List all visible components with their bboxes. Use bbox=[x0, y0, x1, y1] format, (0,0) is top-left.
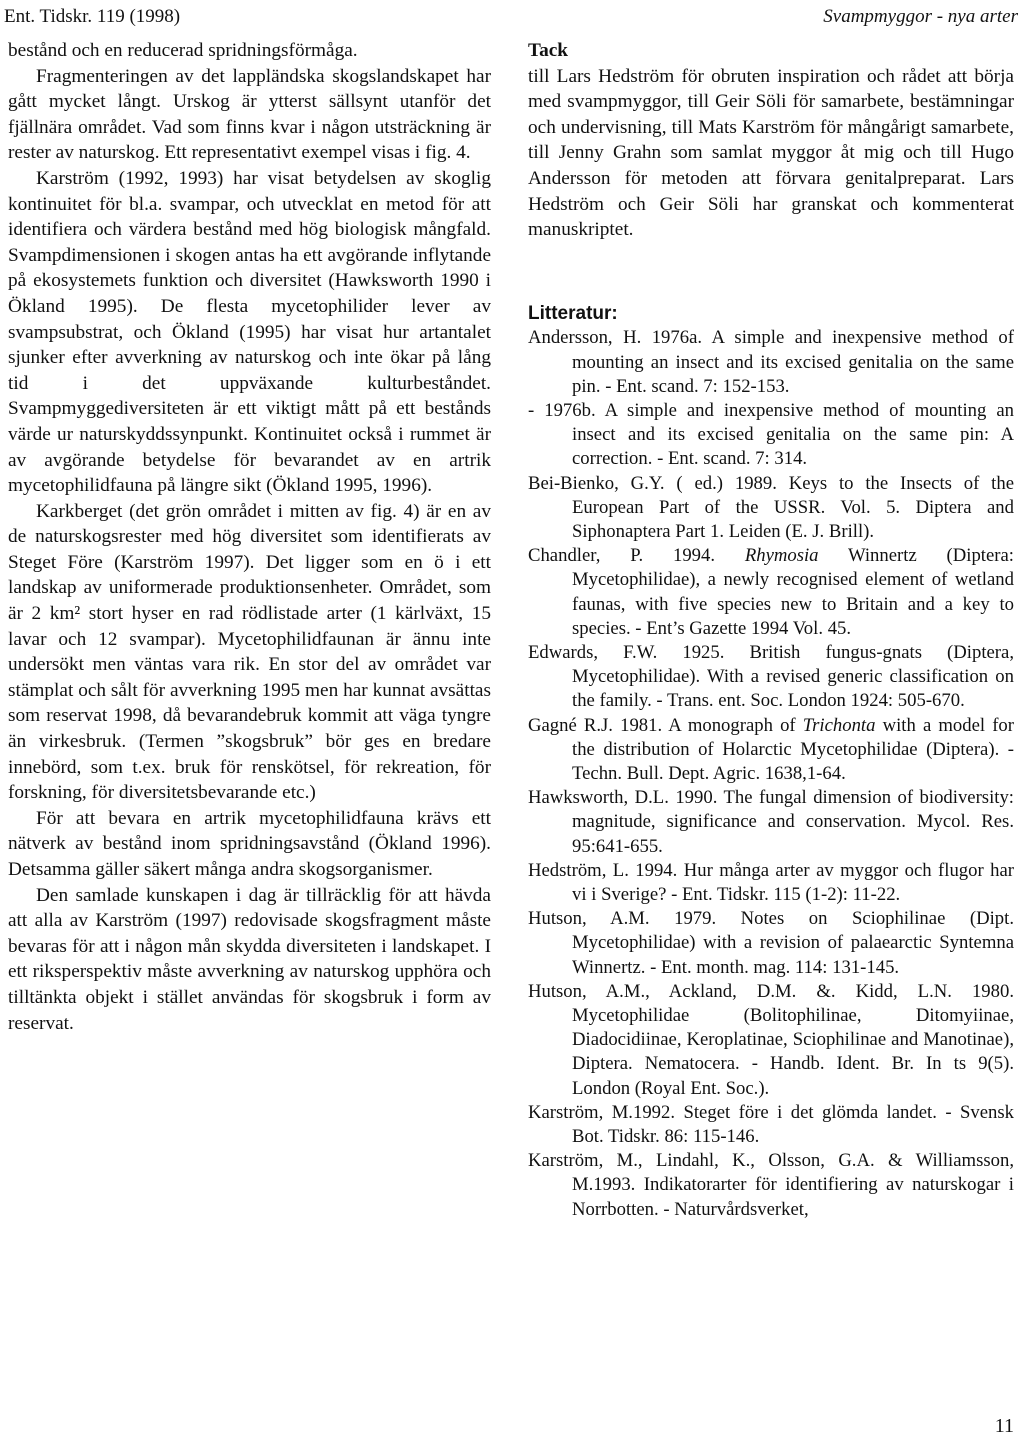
references-heading: Litteratur: bbox=[528, 302, 618, 324]
reference-entry bbox=[528, 326, 1014, 399]
paragraph: För att bevara en artrik mycetophilidfauna krävs ett nätverk av bestånd inom spridningsavstånd (Ökland 1996). Detsamma gäller säkert många andra skogsorganismer. bbox=[8, 807, 491, 880]
right-column bbox=[528, 38, 1014, 1222]
reference-entry bbox=[528, 1149, 1014, 1222]
reference-entry bbox=[528, 907, 1014, 980]
reference-text: with a model for the distribution of Holarctic Mycetophilidae (Diptera). - Techn. Bull. Dept. Agric. 1638,1-64. bbox=[572, 714, 1014, 784]
reference-entry bbox=[528, 786, 1014, 859]
journal-header: Ent. Tidskr. 119 (1998) bbox=[4, 6, 181, 27]
paragraph: Karkberget (det grön området i mitten av fig. 4) är en av de naturskogsrester med hög diversitet som identifierats av Steget Före (Karström 1997). Det ligger som en ö i ett landskap av uniformerade produktionsenheter. Området, som är 2 km² stort hyser en rad rödlistade arter (1 kärlväxt, 15 lavar och 12 svampar). Mycetophilidfaunan är ännu inte undersökt men väntas vara rik. En stor del av området var stämplat och sålt för avverkning 1995 men har kunnat avsättas som reservat 1998, då bevarandebruk kommit att väga tyngre än virkesbruk. (Termen ”skogsbruk” bör ges en bredare innebörd, som t.ex. bruk för renskötsel, för rekreation, för forskning, för diversitetsbevarande etc.) bbox=[8, 500, 491, 804]
reference-text: - 1976b. A simple and inexpensive method of mounting an insect and its excised genitalia on the same pin: A correction. - Ent. scand. 7: 314. bbox=[528, 399, 1014, 470]
reference-text: Hawksworth, D.L. 1990. The fungal dimension of biodiversity: magnitude, significance and conservation. Mycol. Res. 95:641-655. bbox=[528, 787, 1014, 857]
reference-text: Edwards, F.W. 1925. British fungus-gnats (Diptera, Mycetophilidae). With a revised generic classification on the family. - Trans. ent. Soc. London 1924: 505-670. bbox=[528, 641, 1014, 712]
page-number: 11 bbox=[994, 1415, 1014, 1437]
acknowledgements-text: till Lars Hedström för obruten inspiration och rådet att börja med svampmyggor, till Geir Söli för samarbete, bestämningar och undervisning, till Mats Karström för mångårigt samarbete, till Jenny Grahn som samlat myggor åt mig och till Hugo Andersson för metoden att förvara genitalpreparat. Lars Hedström och Geir Söli har granskat och kommenterat manuskriptet. bbox=[528, 65, 1014, 241]
reference-text: Andersson, H. 1976a. A simple and inexpensive method of mounting an insect and its excised genitalia on the same pin. - Ent. scand. 7: 152-153. bbox=[528, 327, 1014, 397]
paragraph: bestånd och en reducerad spridningsförmåga. bbox=[8, 40, 358, 61]
paragraph: Karström (1992, 1993) har visat betydelsen av skoglig kontinuitet för bl.a. svampar, och utvecklat en metod för att identifiera och värdera bestånd med hög biologisk mångfald. Svampdimensionen i skogen antas ha ett avgörande inflytande på ekosystemets funktion och diversitet (Hawksworth 1990 i Ökland 1995). De flesta mycetophilider lever av svampsubstrat, och Ökland (1995) har visat hur artantalet sjunker efter avverkning av naturskog och inte ökar på lång tid i det uppväxande kulturbeståndet. Svampmyggediversiteten är ett viktigt mått på ett bestånds värde ur naturskyddssynpunkt. Kontinuitet också i rummet är av avgörande betydelse för bevarandet av en artrik mycetophilidfauna på längre sikt (Ökland 1995, 1996). bbox=[8, 167, 491, 497]
running-title: Svampmyggor - nya arter bbox=[823, 6, 1018, 27]
reference-entry bbox=[528, 859, 1014, 907]
left-column bbox=[8, 38, 491, 1036]
reference-text: Hedström, L. 1994. Hur många arter av myggor och flugor har vi i Sverige? - Ent. Tidskr. 115 (1-2): 11-22. bbox=[528, 859, 1014, 906]
reference-italic-term: Rhymosia bbox=[744, 545, 819, 567]
reference-entry bbox=[528, 641, 1014, 714]
reference-text: Hutson, A.M. 1979. Notes on Sciophilinae (Dipt. Mycetophilidae) with a revision of palaearctic Syntemna Winnertz. - Ent. month. mag. 114: 131-145. bbox=[528, 908, 1014, 978]
paragraph: Den samlade kunskapen i dag är tillräcklig för att hävda att alla av Karström (1997) redovisade skogsfragment måste bevaras för att i någon mån skydda diversiteten i landskapet. I ett riksperspektiv måste avverkning av naturskog upphöra och tilltänkta objekt i stället användas för skogsbruk i form av reservat. bbox=[8, 884, 491, 1034]
reference-text: Hutson, A.M., Ackland, D.M. &. Kidd, L.N. 1980. Mycetophilidae (Bolitophilinae, Ditomyiinae, Diadocidiinae, Keroplatinae, Sciophilinae and Manotinae), Diptera. Nematocera. - Handb. Ident. Br. In ts 9(5). London (Royal Ent. Soc.). bbox=[528, 980, 1014, 1099]
reference-italic-term: Trichonta bbox=[802, 714, 876, 736]
reference-entry bbox=[528, 714, 1014, 787]
acknowledgements-heading: Tack bbox=[528, 40, 569, 61]
reference-entry bbox=[528, 1101, 1014, 1149]
reference-entry bbox=[528, 472, 1014, 545]
reference-entry bbox=[528, 544, 1014, 641]
reference-text: Bei-Bienko, G.Y. ( ed.) 1989. Keys to the Insects of the European Part of the USSR. Vol. 5. Diptera and Siphonaptera Part 1. Leiden (E. J. Brill). bbox=[528, 472, 1014, 542]
reference-entry bbox=[528, 980, 1014, 1101]
reference-list bbox=[528, 326, 1014, 1222]
reference-text: Chandler, P. 1994. bbox=[528, 545, 745, 567]
paragraph: Fragmenteringen av det lappländska skogslandskapet har gått mycket långt. Urskog är ytterst sällsynt utanför det fjällnära området. Vad som finns kvar i någon utsträckning är rester av naturskog. Ett representativt exempel visas i fig. 4. bbox=[8, 65, 491, 164]
reference-text: Karström, M.1992. Steget före i det glömda landet. - Svensk Bot. Tidskr. 86: 115-146. bbox=[528, 1101, 1014, 1148]
reference-text: Karström, M., Lindahl, K., Olsson, G.A. & Williamsson, M.1993. Indikatorarter för identifiering av naturskogar i Norrbotten. - Naturvårdsverket, bbox=[528, 1150, 1014, 1220]
reference-text: Winnertz (Diptera: Mycetophilidae), a newly recognised element of wetland faunas, with five species new to Britain and a key to species. - Ent’s Gazette 1994 Vol. 45. bbox=[572, 545, 1014, 639]
reference-entry bbox=[528, 399, 1014, 472]
reference-text: Gagné R.J. 1981. A monograph of bbox=[528, 714, 803, 736]
